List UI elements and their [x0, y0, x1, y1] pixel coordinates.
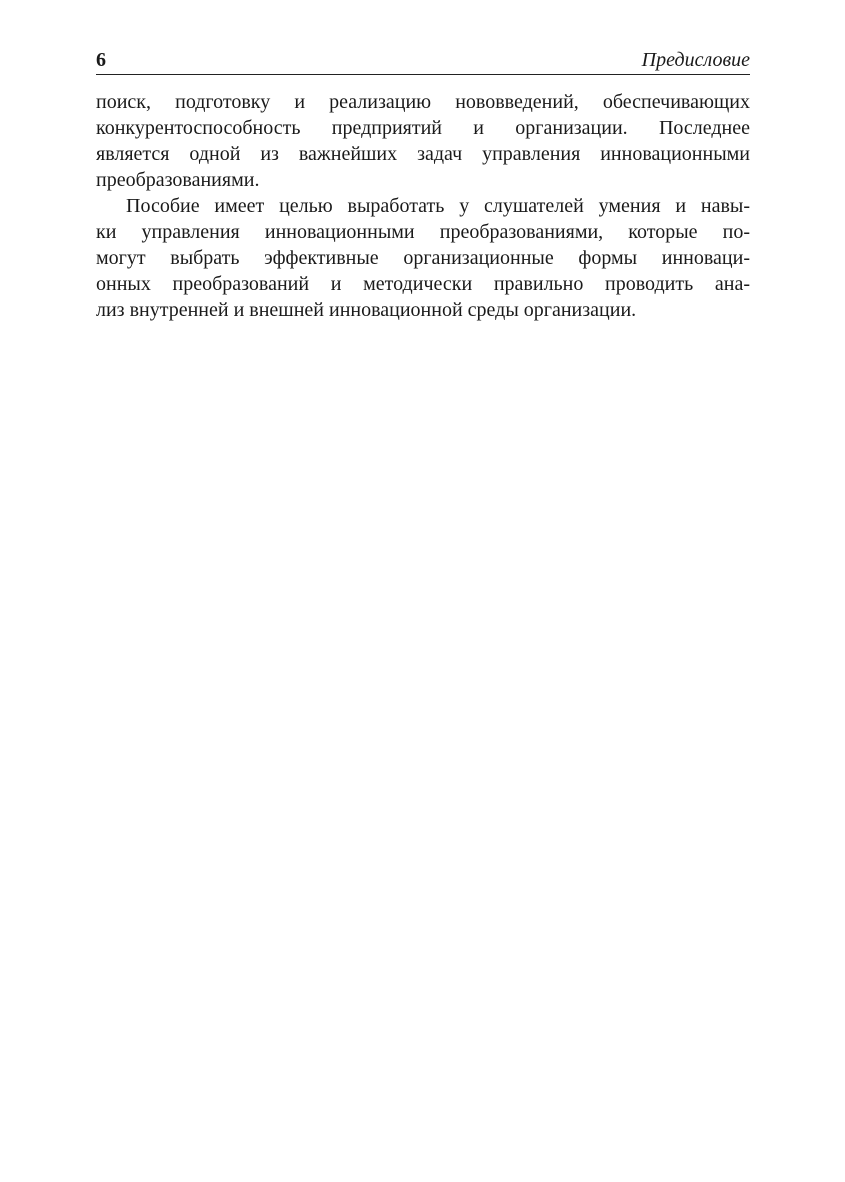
paragraph-1 [96, 89, 750, 193]
book-page [96, 44, 750, 323]
text-line: преобразованиями. [96, 169, 260, 191]
running-header [96, 44, 750, 75]
text-line: лиз внутренней и внешней инновационной среды организации. [96, 299, 637, 321]
section-title: Предисловие [641, 49, 750, 71]
page-number: 6 [96, 49, 106, 71]
paragraph-2 [96, 193, 750, 323]
text-line: могут выбрать эффективные организационные формы инноваци- [96, 247, 750, 269]
text-line: Пособие имеет целью выработать у слушателей умения и навы- [126, 195, 750, 217]
text-line: является одной из важнейших задач управления инновационными [96, 143, 750, 165]
body-text [96, 89, 750, 323]
text-line: конкурентоспособность предприятий и организации. Последнее [96, 117, 750, 139]
text-line: онных преобразований и методически правильно проводить ана- [96, 273, 750, 295]
text-line: поиск, подготовку и реализацию нововведений, обеспечивающих [96, 91, 750, 113]
text-line: ки управления инновационными преобразованиями, которые по- [96, 221, 750, 243]
